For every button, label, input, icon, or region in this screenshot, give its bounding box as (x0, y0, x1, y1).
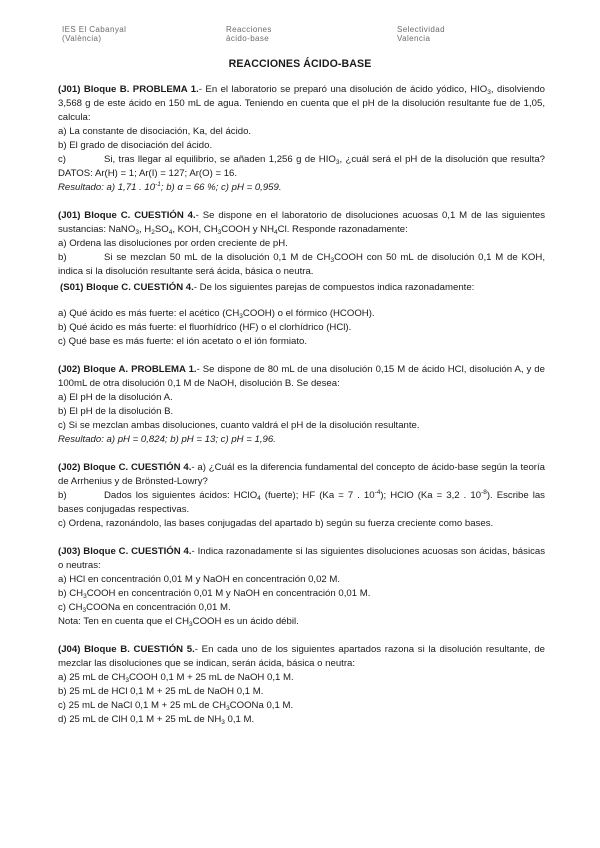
page-title: REACCIONES ÁCIDO-BASE (228, 58, 372, 70)
question-j02-c4 (58, 461, 545, 531)
header-school: IES El Cabanyal (València) (62, 25, 127, 43)
question-a: a) El pH de la disolución A. (58, 392, 173, 403)
problem-statement: (J01) Bloque B. PROBLEMA 1.- En el laboratorio se preparó una disolución de ácido yódico, $HIO_3$, disolviendo 3,568 g de este ácido en 150 mL de agua. Teniendo en cuenta que el pH de la disolución resultante fue de 1,05, calcula: (58, 84, 545, 123)
question-b: b) Si se mezclan 50 mL de la disolución 0,1 M de $CH_3COOH$ con 50 mL de disolución 0,1 M de KOH, indica si la disolución resultante será ácida, básica o neutra. (58, 252, 545, 277)
question-a: a) La constante de disociación, Ka, del ácido. (58, 126, 252, 137)
question-b: b) El grado de disociación del ácido. (58, 140, 213, 151)
question-s01-c4 (58, 281, 545, 349)
problem-j02-a1 (58, 363, 545, 447)
result-line: Resultado: a) pH = 0,824; b) pH = 13; c) pH = 1,96. (58, 434, 276, 445)
question-b: b) Qué ácido es más fuerte: el fluorhídrico (HF) o el clorhídrico (HCl). (58, 322, 352, 333)
document-body (58, 83, 545, 736)
question-b: b) 25 mL de HCl 0,1 M + 25 mL de NaOH 0,1 M. (58, 686, 264, 697)
question-a: a) Qué ácido es más fuerte: el acético $(CH_3COOH)$ o el fórmico (HCOOH). (58, 308, 375, 320)
question-c: c) 25 mL de NaCl 0,1 M + 25 mL de $CH_3COONa$ 0,1 M. (58, 700, 294, 712)
question-c: c) $CH_3COONa$ en concentración 0,01 M. (58, 602, 231, 614)
note: Nota: Ten en cuenta que el $CH_3COOH$ es un ácido débil. (58, 616, 299, 628)
problem-statement: (J02) Bloque A. PROBLEMA 1.- Se dispone de 80 mL de una disolución 0,15 M de ácido HCl, disolución A, y de 100mL de otra disolución 0,1 M de NaOH, disolución B. Se desea: (58, 364, 545, 389)
question-c: c) Si, tras llegar al equilibrio, se añaden 1,256 g de $HIO_3$, ¿cuál será el pH de la disolución que resulta? DATOS: Ar(H) = 1; Ar(I) = 127; Ar(O) = 16. (58, 154, 545, 179)
question-a: a) HCl en concentración 0,01 M y NaOH en concentración 0,02 M. (58, 574, 341, 585)
question-b: b) El pH de la disolución B. (58, 406, 174, 417)
question-a: a) 25 mL de $CH_3COOH$ 0,1 M + 25 mL de NaOH 0,1 M. (58, 672, 294, 684)
question-statement: (J01) Bloque C. CUESTIÓN 4.- Se dispone en el laboratorio de disoluciones acuosas 0,1 M de las siguientes sustancias: NaNO$_3$, $H_2SO_4$, KOH, $CH_3COOH$ y $NH_4Cl$. Responde razonadamente: (58, 210, 546, 236)
problem-j01-b1 (58, 83, 545, 195)
question-c: c) Ordena, razonándolo, las bases conjugadas del apartado b) según su fuerza creciente como bases. (58, 518, 494, 529)
question-j03-c4 (58, 545, 545, 629)
question-statement: (J04) Bloque B. CUESTIÓN 5.- En cada uno de los siguientes apartados razona si la disolución resultante, de mezclar las disoluciones que se indican, serán ácida, básica o neutra: (58, 644, 546, 669)
header-exam: Selectividad Valencia (397, 25, 445, 43)
question-b: b) $CH_3COOH$ en concentración 0,01 M y NaOH en concentración 0,01 M. (58, 588, 371, 600)
result-line: Resultado: a) 1,71 . $10^{-1}$; b) α = 66 %; c) pH = 0,959. (58, 181, 282, 193)
question-b: b) Dados los siguientes ácidos: HClO$_4$ (fuerte); HF (Ka = 7 . $10^{-4}$); HClO (Ka = 3,2 . $10^{-8}$). Escribe las bases conjugadas respectivas. (58, 489, 545, 515)
header-topic: Reacciones ácido-base (226, 25, 272, 43)
question-statement: (S01) Bloque C. CUESTIÓN 4.- De los siguientes parejas de compuestos indica razonadamente: (60, 282, 475, 293)
question-j01-c4 (58, 209, 545, 279)
question-c: c) Si se mezclan ambas disoluciones, cuanto valdrá el pH de la disolución resultante. (58, 420, 420, 431)
question-j04-c5 (58, 643, 545, 727)
question-statement: (J03) Bloque C. CUESTIÓN 4.- Indica razonadamente si las siguientes disoluciones acuosas son ácidas, básicas o neutras: (58, 546, 546, 571)
question-d: d) 25 mL de ClH 0,1 M + 25 mL de $NH_3$ 0,1 M. (58, 714, 255, 726)
question-a: a) Ordena las disoluciones por orden creciente de pH. (58, 238, 288, 249)
question-c: c) Qué base es más fuerte: el ión acetato o el ión formiato. (58, 336, 308, 347)
question-statement: (J02) Bloque C. CUESTIÓN 4.- a) ¿Cuál es la diferencia fundamental del concepto de ácido-base según la teoría de Arrhenius y de Brönsted-Lowry? (58, 462, 546, 487)
